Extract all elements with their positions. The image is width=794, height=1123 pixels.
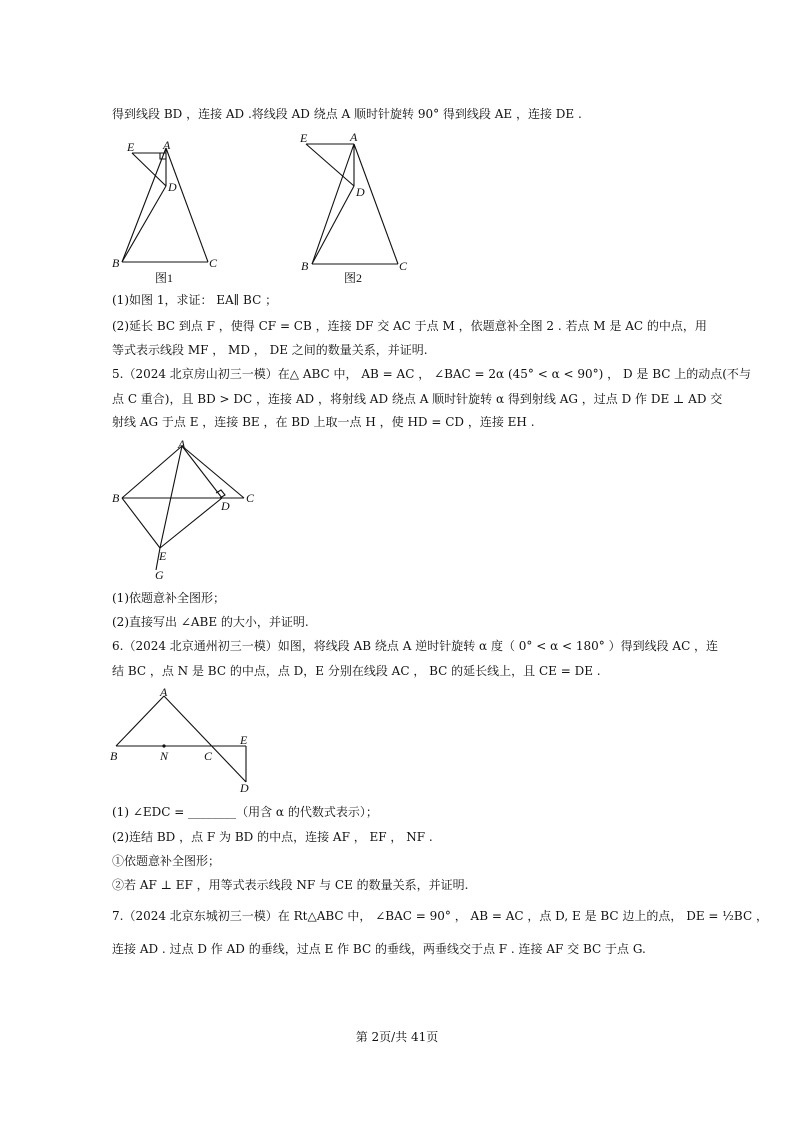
fig3-label-G: G: [155, 568, 164, 582]
figure-3: [106, 436, 266, 584]
fig4-label-B: B: [110, 749, 118, 763]
fig2-label-B: B: [301, 259, 309, 273]
text-line-15: ②若 AF ⊥ EF ，用等式表示线段 NF 与 CE 的数量关系，并证明.: [112, 878, 469, 892]
fig4-label-C: C: [204, 749, 213, 763]
text-line-16: 7.（2024 北京东城初三一模）在 Rt△ABC 中， ∠BAC = 90° ， AB = AC ，点 D, E 是 BC 边上的点， DE = ½BC ，: [112, 909, 768, 923]
text-line-13: (2)连结 BD ，点 F 为 BD 的中点，连接 AF ， EF ， NF .: [112, 830, 433, 844]
fig2-caption: 图2: [344, 271, 363, 285]
fig2-label-D: D: [356, 185, 365, 199]
fig2-label-E: E: [300, 131, 308, 145]
fig2-label-C: C: [399, 259, 408, 273]
text-line-9: (2)直接写出 ∠ABE 的大小，并证明.: [112, 615, 309, 629]
fig4-label-E: E: [240, 733, 248, 747]
fig1-label-B: B: [112, 256, 120, 270]
fig2-label-A: A: [350, 130, 358, 144]
text-line-4: 等式表示线段 MF ， MD ， DE 之间的数量关系，并证明.: [112, 343, 428, 357]
fig1-label-C: C: [209, 256, 218, 270]
figure-2: [294, 128, 424, 288]
fig3-label-D: D: [221, 499, 230, 513]
text-line-3: (2)延长 BC 到点 F ，使得 CF = CB ，连接 DF 交 AC 于点 M ，依题意补全图 2 . 若点 M 是 AC 的中点，用: [112, 319, 707, 333]
text-line-5: 5.（2024 北京房山初三一模）在△ ABC 中， AB = AC ， ∠BAC = 2α (45° < α < 90°) ， D 是 BC 上的动点(不与: [112, 367, 751, 381]
fig1-label-A: A: [163, 138, 171, 152]
fig3-label-A: A: [178, 437, 186, 451]
text-line-10: 6.（2024 北京通州初三一模）如图，将线段 AB 绕点 A 逆时针旋转 α 度（ 0° < α < 180° ）得到线段 AC ，连: [112, 639, 719, 653]
fig4-label-D: D: [240, 781, 249, 795]
fig1-label-E: E: [127, 140, 135, 154]
fig3-label-E: E: [159, 549, 167, 563]
fig4-label-N: N: [160, 749, 169, 763]
text-line-14: ①依题意补全图形；: [112, 854, 221, 868]
text-line-12: (1) ∠EDC = ________（用含 α 的代数式表示）；: [112, 805, 378, 819]
fig3-label-B: B: [112, 491, 120, 505]
fig1-caption: 图1: [155, 271, 174, 285]
text-line-6: 点 C 重合)，且 BD > DC ，连接 AD ，将射线 AD 绕点 A 顺时针旋转 α 得到射线 AG ，过点 D 作 DE ⊥ AD 交: [112, 392, 723, 406]
text-line-11: 结 BC ，点 N 是 BC 的中点，点 D，E 分别在线段 AC ， BC 的延长线上，且 CE = DE .: [112, 664, 601, 678]
text-line-7: 射线 AG 于点 E ，连接 BE ，在 BD 上取一点 H ，使 HD = CD ，连接 EH .: [112, 415, 535, 429]
figure-1: [108, 136, 228, 288]
text-line-8: (1)依题意补全图形；: [112, 591, 225, 605]
figure-4: [106, 684, 266, 796]
fig1-label-D: D: [168, 180, 177, 194]
text-line-2: (1)如图 1，求证： EA∥ BC ；: [112, 293, 278, 307]
text-line-17: 连接 AD . 过点 D 作 AD 的垂线，过点 E 作 BC 的垂线，两垂线交于点 F . 连接 AF 交 BC 于点 G.: [112, 942, 646, 956]
page-footer: 第 2页/共 41页: [355, 1030, 439, 1044]
fig4-label-A: A: [160, 685, 168, 699]
fig3-label-C: C: [246, 491, 255, 505]
text-line-1: 得到线段 BD ，连接 AD .将线段 AD 绕点 A 顺时针旋转 90° 得到线段 AE ，连接 DE .: [112, 107, 582, 121]
